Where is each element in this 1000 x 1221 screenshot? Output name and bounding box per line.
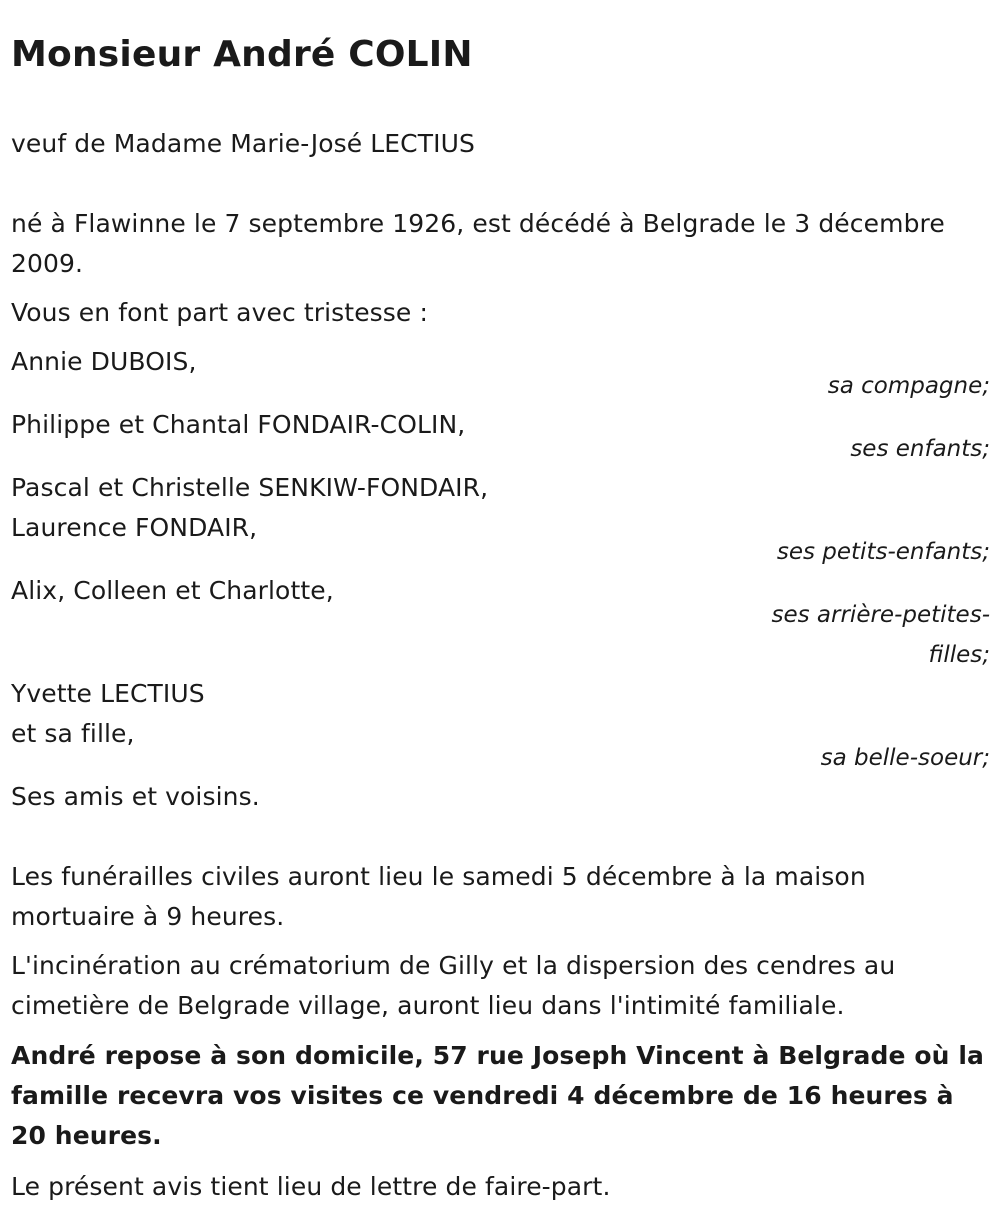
family-names: Philippe et Chantal FONDAIR-COLIN,: [11, 410, 466, 439]
funeral-info: Les funérailles civiles auront lieu le samedi 5 décembre à la maison mortuaire à 9 heures.: [11, 862, 866, 931]
cremation-info: L'incinération au crématorium de Gilly et la dispersion des cendres au cimetière de Belgrade village, auront lieu dans l'intimité familiale.: [11, 951, 896, 1020]
family-relation: ses enfants;: [850, 436, 990, 462]
family-names: Laurence FONDAIR,: [11, 513, 258, 542]
family-relation: sa belle-soeur;: [820, 745, 990, 771]
family-names: Yvette LECTIUS: [11, 679, 205, 708]
family-relation: ses arrière-petites-filles;: [771, 602, 990, 668]
deceased-name: Monsieur André COLIN: [11, 34, 473, 75]
family-names: Annie DUBOIS,: [11, 347, 197, 376]
closing-note: Le présent avis tient lieu de lettre de faire-part.: [11, 1172, 611, 1201]
family-names: Alix, Colleen et Charlotte,: [11, 576, 334, 605]
friends-line: Ses amis et voisins.: [11, 782, 260, 811]
family-relation: ses petits-enfants;: [776, 539, 990, 565]
family-names: Pascal et Christelle SENKIW-FONDAIR,: [11, 473, 489, 502]
visitation-info: André repose à son domicile, 57 rue Joseph Vincent à Belgrade où la famille recevra vos visites ce vendredi 4 décembre de 16 heures à 20 heures.: [11, 1041, 984, 1150]
family-relation: sa compagne;: [827, 373, 990, 399]
widow-line: veuf de Madame Marie-José LECTIUS: [11, 129, 475, 158]
family-names: et sa fille,: [11, 719, 135, 748]
announcement-line: Vous en font part avec tristesse :: [11, 298, 428, 327]
birth-death-line: né à Flawinne le 7 septembre 1926, est décédé à Belgrade le 3 décembre 2009.: [11, 209, 945, 278]
